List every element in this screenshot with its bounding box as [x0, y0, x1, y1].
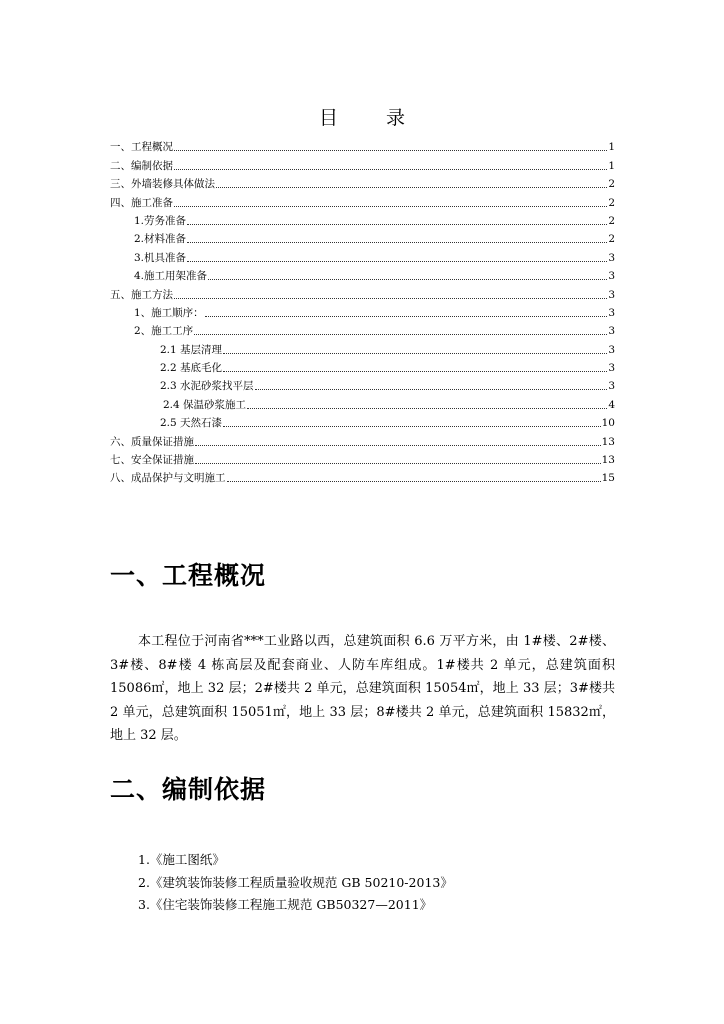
toc-entry-label: 1.劳务准备 — [134, 214, 187, 227]
toc-leader-dots — [174, 205, 607, 207]
toc-leader-dots — [187, 260, 607, 262]
toc-entry-label: 1、施工顺序： — [134, 306, 204, 319]
toc-entry-page: 13 — [601, 435, 615, 448]
toc-leader-dots — [187, 241, 607, 243]
toc-entry[interactable] — [110, 302, 615, 320]
toc-entry[interactable] — [110, 191, 615, 209]
toc-entry[interactable] — [110, 173, 615, 191]
toc-entry-label: 4.施工用架准备 — [134, 270, 208, 283]
overview-paragraph: 本工程位于河南省***工业路以西，总建筑面积 6.6 万平方米，由 1#楼、2#楼、3#楼、8#楼 4 栋高层及配套商业、人防车库组成。1#楼共 2 单元，总建筑面积 15086㎡，地上 32 层；2#楼共 2 单元，总建筑面积 15054㎡，地上 33 层；3#楼共 2 单元，总建筑面积 15051㎡，地上 33 层；8#楼共 2 单元，总建筑面积 15832㎡，地上 32 层。 — [110, 634, 615, 744]
toc-leader-dots — [223, 352, 607, 354]
toc-entry-label: 六、质量保证措施 — [110, 435, 194, 448]
toc-title — [0, 103, 724, 130]
toc-leader-dots — [187, 223, 607, 225]
toc-entry-label: 四、施工准备 — [110, 196, 173, 209]
toc-entry-page: 4 — [608, 398, 615, 411]
toc-entry-label: 2.2 基底毛化 — [160, 362, 223, 375]
toc-entry-label: 七、安全保证措施 — [110, 454, 194, 467]
section-heading-basis: 二、编制依据 — [110, 775, 267, 804]
toc-entry-page: 3 — [608, 288, 615, 301]
reference-item: 2.《建筑装饰装修工程质量验收规范 GB 50210-2013》 — [138, 874, 453, 890]
toc-entry[interactable] — [110, 338, 615, 356]
toc-entry-label: 2.3 水泥砂浆找平层 — [160, 380, 254, 393]
toc-entry-page: 3 — [608, 380, 615, 393]
toc-leader-dots — [247, 407, 607, 409]
toc-entry[interactable] — [110, 210, 615, 228]
toc-entry-page: 3 — [608, 270, 615, 283]
toc-entry[interactable] — [110, 412, 615, 430]
reference-item: 1.《施工图纸》 — [138, 852, 225, 867]
toc-leader-dots — [208, 278, 607, 280]
toc-entry-label: 三、外墙装修具体做法 — [110, 178, 215, 191]
toc-entry-label: 八、成品保护与文明施工 — [110, 472, 226, 485]
toc-leader-dots — [195, 444, 601, 446]
toc-entry-label: 2.4 保温砂浆施工 — [163, 398, 247, 411]
toc-entry-page: 10 — [601, 417, 615, 430]
toc-entry-label: 一、工程概况 — [110, 141, 173, 154]
toc-entry[interactable] — [110, 357, 615, 375]
toc-title-left: 目 — [318, 107, 338, 129]
toc-entry[interactable] — [110, 393, 615, 411]
toc-entry[interactable] — [110, 265, 615, 283]
toc-entry-page: 3 — [608, 325, 615, 338]
table-of-contents — [110, 136, 615, 485]
toc-entry-page: 1 — [608, 141, 615, 154]
toc-entry[interactable] — [110, 246, 615, 264]
toc-entry[interactable] — [110, 228, 615, 246]
toc-entry-label: 2.1 基层清理 — [160, 343, 223, 356]
toc-entry-page: 1 — [608, 159, 615, 172]
toc-entry[interactable] — [110, 449, 615, 467]
toc-entry[interactable] — [110, 320, 615, 338]
toc-entry-page: 3 — [608, 306, 615, 319]
toc-leader-dots — [195, 462, 601, 464]
toc-entry-page: 13 — [601, 454, 615, 467]
toc-entry-page: 2 — [608, 233, 615, 246]
toc-leader-dots — [223, 370, 607, 372]
toc-entry-page: 3 — [608, 362, 615, 375]
toc-entry-page: 3 — [608, 251, 615, 264]
toc-leader-dots — [216, 186, 607, 188]
toc-leader-dots — [205, 315, 608, 317]
toc-entry[interactable] — [110, 375, 615, 393]
toc-entry-label: 五、施工方法 — [110, 288, 173, 301]
toc-leader-dots — [174, 297, 607, 299]
toc-entry-label: 2、施工工序 — [134, 325, 194, 338]
toc-entry-label: 3.机具准备 — [134, 251, 187, 264]
toc-entry-page: 3 — [608, 343, 615, 356]
toc-entry[interactable] — [110, 467, 615, 485]
reference-list — [138, 849, 453, 917]
reference-item: 3.《住宅装饰装修工程施工规范 GB50327—2011》 — [138, 897, 433, 912]
toc-entry-label: 2.材料准备 — [134, 233, 187, 246]
toc-entry-page: 15 — [601, 472, 615, 485]
toc-entry[interactable] — [110, 136, 615, 154]
toc-entry[interactable] — [110, 283, 615, 301]
toc-leader-dots — [174, 168, 607, 170]
toc-entry[interactable] — [110, 430, 615, 448]
toc-leader-dots — [255, 388, 608, 390]
toc-leader-dots — [194, 333, 607, 335]
section-heading-overview: 一、工程概况 — [110, 561, 267, 590]
toc-entry-label: 2.5 天然石漆 — [160, 417, 223, 430]
toc-entry-page: 2 — [608, 196, 615, 209]
toc-entry-page: 2 — [608, 178, 615, 191]
toc-entry-label: 二、编制依据 — [110, 159, 173, 172]
toc-title-right: 录 — [386, 107, 406, 129]
toc-leader-dots — [227, 480, 601, 482]
toc-leader-dots — [223, 425, 601, 427]
toc-entry-page: 2 — [608, 214, 615, 227]
toc-leader-dots — [174, 149, 607, 151]
toc-entry[interactable] — [110, 154, 615, 172]
